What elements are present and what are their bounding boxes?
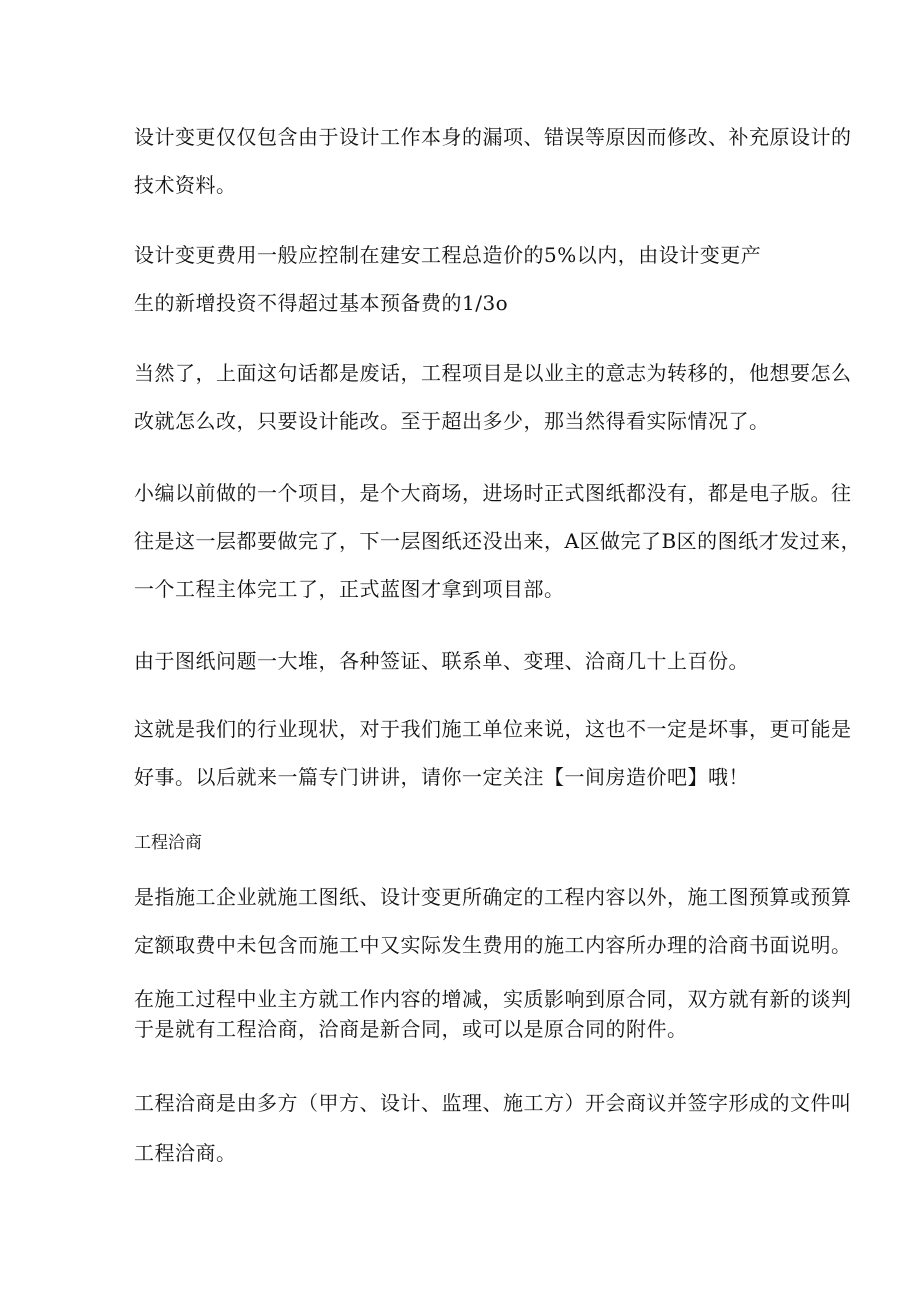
paragraph-7-line-2: 定额取费中未包含而施工中又实际发生费用的施工内容所办理的洽商书面说明。 bbox=[134, 933, 852, 957]
paragraph-1-line-1: 设计变更仅仅包含由于设计工作本身的漏项、错误等原因而修改、补充原设计的 bbox=[134, 125, 852, 149]
paragraph-2-line-1: 设计变更费用一般应控制在建安工程总造价的5%以内，由设计变更产 bbox=[134, 243, 762, 267]
paragraph-8-line-2: 于是就有工程洽商，洽商是新合同，或可以是原合同的附件。 bbox=[134, 1017, 688, 1041]
paragraph-4-line-3: 一个工程主体完工了，正式蓝图才拿到项目部。 bbox=[134, 577, 565, 601]
paragraph-3-line-1: 当然了，上面这句话都是废话，工程项目是以业主的意志为转移的，他想要怎么 bbox=[134, 361, 852, 385]
paragraph-2-line-2: 生的新增投资不得超过基本预备费的1/3o bbox=[134, 291, 509, 315]
paragraph-4-line-2: 往是这一层都要做完了，下一层图纸还没出来，A区做完了B区的图纸才发过来， bbox=[134, 529, 862, 553]
paragraph-6-line-1: 这就是我们的行业现状，对于我们施工单位来说，这也不一定是坏事，更可能是 bbox=[134, 717, 852, 741]
section-heading: 工程洽商 bbox=[134, 833, 202, 853]
paragraph-5-line-1: 由于图纸问题一大堆，各种签证、联系单、变理、洽商几十上百份。 bbox=[134, 649, 749, 673]
paragraph-1-line-2: 技术资料。 bbox=[134, 173, 237, 197]
paragraph-4-line-1: 小编以前做的一个项目，是个大商场，进场时正式图纸都没有，都是电子版。往 bbox=[134, 481, 852, 505]
paragraph-8-line-1: 在施工过程中业主方就工作内容的增减，实质影响到原合同，双方就有新的谈判 bbox=[134, 987, 852, 1011]
paragraph-9-line-2: 工程洽商。 bbox=[134, 1141, 237, 1165]
paragraph-6-line-2: 好事。以后就来一篇专门讲讲，请你一定关注【一间房造价吧】哦！ bbox=[134, 765, 749, 789]
paragraph-3-line-2: 改就怎么改，只要设计能改。至于超出多少，那当然得看实际情况了。 bbox=[134, 409, 770, 433]
paragraph-9-line-1: 工程洽商是由多方（甲方、设计、监理、施工方）开会商议并签字形成的文件叫 bbox=[134, 1091, 852, 1115]
paragraph-7-line-1: 是指施工企业就施工图纸、设计变更所确定的工程内容以外，施工图预算或预算 bbox=[134, 885, 852, 909]
